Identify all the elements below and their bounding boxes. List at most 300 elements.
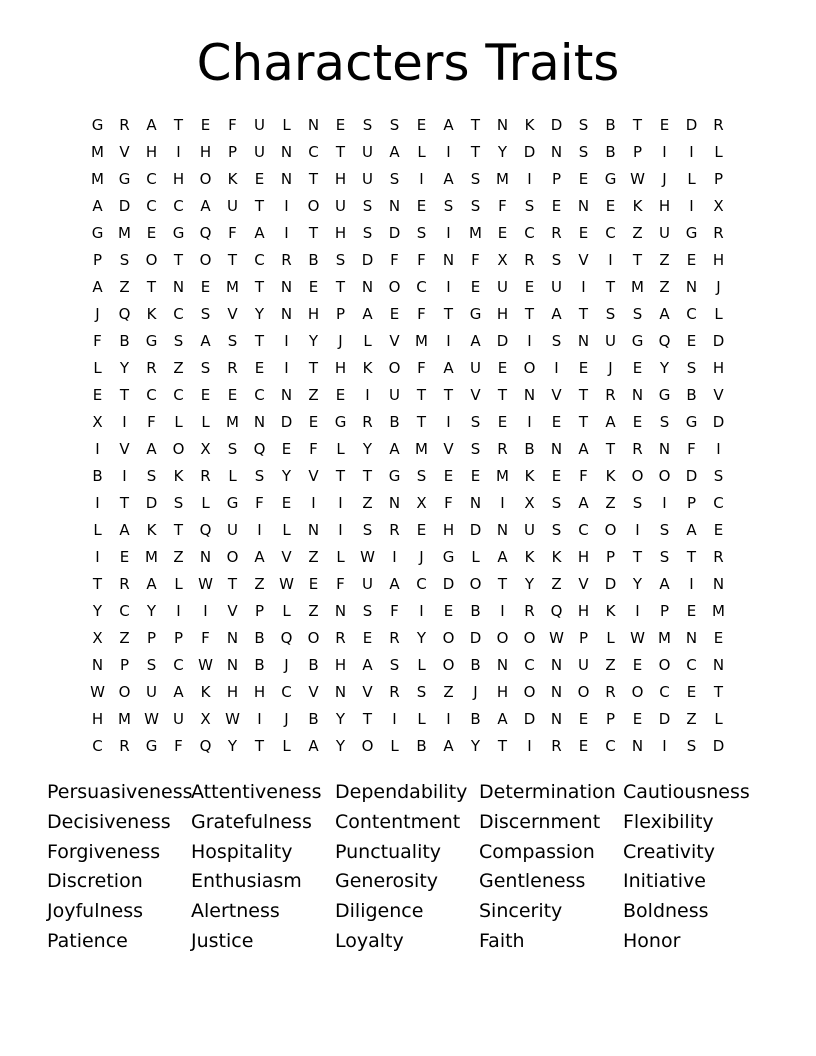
grid-letter[interactable]: Z [551,574,562,593]
grid-letter[interactable]: F [390,250,399,269]
grid-letter[interactable]: S [524,196,535,215]
grid-letter[interactable]: L [201,493,210,512]
grid-letter[interactable]: E [551,466,562,485]
grid-letter[interactable]: I [716,439,721,458]
grid-letter[interactable]: J [662,169,667,188]
grid-letter[interactable]: I [95,493,100,512]
grid-letter[interactable]: O [496,628,509,647]
grid-letter[interactable]: T [578,385,589,404]
grid-letter[interactable]: A [443,115,454,134]
grid-letter[interactable]: Z [686,709,697,728]
grid-letter[interactable]: Z [659,250,670,269]
grid-letter[interactable]: A [308,736,319,755]
grid-letter[interactable]: N [442,250,455,269]
grid-letter[interactable]: S [551,493,562,512]
grid-letter[interactable]: I [662,142,667,161]
grid-letter[interactable]: A [146,439,157,458]
grid-letter[interactable]: H [496,304,509,323]
grid-letter[interactable]: O [523,628,536,647]
grid-letter[interactable]: B [308,655,319,674]
grid-letter[interactable]: U [524,520,535,539]
grid-letter[interactable]: B [605,142,616,161]
grid-letter[interactable]: N [685,628,698,647]
grid-letter[interactable]: G [685,223,698,242]
grid-letter[interactable]: B [92,466,103,485]
grid-letter[interactable]: I [176,142,181,161]
grid-letter[interactable]: G [145,331,158,350]
grid-letter[interactable]: O [145,250,158,269]
grid-letter[interactable]: Z [605,493,616,512]
grid-letter[interactable]: Z [173,547,184,566]
grid-letter[interactable]: P [92,250,103,269]
grid-letter[interactable]: T [254,277,265,296]
grid-letter[interactable]: Z [308,547,319,566]
grid-letter[interactable]: N [172,277,185,296]
grid-letter[interactable]: K [605,466,616,485]
grid-letter[interactable]: R [335,628,346,647]
grid-letter[interactable]: E [497,412,508,431]
grid-letter[interactable]: Z [362,493,373,512]
grid-letter[interactable]: E [551,412,562,431]
grid-letter[interactable]: T [605,277,616,296]
grid-letter[interactable]: S [713,466,724,485]
grid-letter[interactable]: P [335,304,346,323]
grid-letter[interactable]: T [308,169,319,188]
grid-letter[interactable]: R [146,358,157,377]
grid-letter[interactable]: K [524,547,535,566]
grid-letter[interactable]: T [686,547,697,566]
grid-letter[interactable]: H [334,358,347,377]
grid-letter[interactable]: Y [416,628,427,647]
grid-letter[interactable]: S [659,412,670,431]
grid-letter[interactable]: Y [146,601,157,620]
grid-letter[interactable]: H [577,601,590,620]
grid-letter[interactable]: L [687,169,696,188]
grid-letter[interactable]: S [173,493,184,512]
grid-letter[interactable]: G [172,223,185,242]
grid-letter[interactable]: A [362,304,373,323]
grid-letter[interactable]: L [417,142,426,161]
grid-letter[interactable]: T [416,412,427,431]
grid-letter[interactable]: U [470,358,481,377]
grid-letter[interactable]: E [578,223,589,242]
grid-letter[interactable]: Y [497,142,508,161]
grid-letter[interactable]: D [469,520,482,539]
grid-letter[interactable]: I [689,142,694,161]
grid-letter[interactable]: M [712,601,725,620]
grid-letter[interactable]: E [713,520,724,539]
grid-letter[interactable]: S [254,466,265,485]
grid-letter[interactable]: N [307,115,320,134]
grid-letter[interactable]: D [550,115,563,134]
grid-letter[interactable]: M [226,412,239,431]
grid-letter[interactable]: L [336,547,345,566]
grid-letter[interactable]: R [524,250,535,269]
grid-letter[interactable]: I [257,520,262,539]
grid-letter[interactable]: X [524,493,535,512]
grid-letter[interactable]: Z [119,628,130,647]
grid-letter[interactable]: Y [254,304,265,323]
grid-letter[interactable]: A [443,358,454,377]
grid-letter[interactable]: V [389,331,400,350]
grid-letter[interactable]: L [93,358,102,377]
grid-letter[interactable]: T [362,709,373,728]
grid-letter[interactable]: T [443,304,454,323]
grid-letter[interactable]: D [280,412,293,431]
grid-letter[interactable]: F [201,628,210,647]
grid-letter[interactable]: C [254,250,265,269]
grid-letter[interactable]: L [471,547,480,566]
grid-letter[interactable]: Y [659,358,670,377]
grid-letter[interactable]: K [200,682,211,701]
grid-letter[interactable]: W [630,628,645,647]
grid-letter[interactable]: I [284,196,289,215]
grid-letter[interactable]: I [446,412,451,431]
grid-letter[interactable]: N [577,196,590,215]
grid-letter[interactable]: Y [632,574,643,593]
grid-letter[interactable]: K [524,466,535,485]
grid-letter[interactable]: K [362,358,373,377]
grid-letter[interactable]: G [118,169,131,188]
grid-letter[interactable]: I [284,331,289,350]
grid-letter[interactable]: D [712,331,725,350]
grid-letter[interactable]: P [713,169,724,188]
grid-letter[interactable]: P [119,655,130,674]
grid-letter[interactable]: S [659,547,670,566]
grid-letter[interactable]: Q [118,304,131,323]
grid-letter[interactable]: I [608,250,613,269]
grid-letter[interactable]: B [254,628,265,647]
grid-letter[interactable]: M [631,277,644,296]
grid-letter[interactable]: M [145,547,158,566]
grid-letter[interactable]: R [119,574,130,593]
grid-letter[interactable]: E [335,385,346,404]
grid-letter[interactable]: J [473,682,478,701]
grid-letter[interactable]: V [443,439,454,458]
grid-letter[interactable]: N [334,601,347,620]
grid-letter[interactable]: K [146,304,157,323]
grid-letter[interactable]: R [605,385,616,404]
grid-letter[interactable]: A [92,196,103,215]
grid-letter[interactable]: E [686,682,697,701]
grid-letter[interactable]: T [632,547,643,566]
grid-letter[interactable]: I [122,412,127,431]
grid-letter[interactable]: R [713,223,724,242]
grid-letter[interactable]: X [713,196,724,215]
grid-letter[interactable]: Z [443,682,454,701]
grid-letter[interactable]: E [200,385,211,404]
grid-letter[interactable]: V [362,682,373,701]
grid-letter[interactable]: I [635,520,640,539]
grid-letter[interactable]: R [524,601,535,620]
grid-letter[interactable]: F [390,601,399,620]
grid-letter[interactable]: T [443,385,454,404]
grid-letter[interactable]: E [713,628,724,647]
grid-letter[interactable]: I [527,736,532,755]
grid-letter[interactable]: B [416,736,427,755]
grid-letter[interactable]: C [605,223,616,242]
grid-letter[interactable]: O [226,547,239,566]
grid-letter[interactable]: I [176,601,181,620]
grid-letter[interactable]: H [712,358,725,377]
grid-letter[interactable]: N [334,682,347,701]
grid-letter[interactable]: T [497,574,508,593]
grid-letter[interactable]: T [416,385,427,404]
grid-letter[interactable]: C [254,385,265,404]
grid-letter[interactable]: D [523,142,536,161]
grid-letter[interactable]: D [604,574,617,593]
grid-letter[interactable]: Q [199,223,212,242]
grid-letter[interactable]: S [119,250,130,269]
grid-letter[interactable]: C [605,736,616,755]
grid-letter[interactable]: T [578,304,589,323]
grid-letter[interactable]: E [632,358,643,377]
grid-letter[interactable]: V [578,574,589,593]
grid-letter[interactable]: D [361,250,374,269]
grid-letter[interactable]: E [200,115,211,134]
grid-letter[interactable]: V [470,385,481,404]
grid-letter[interactable]: D [145,493,158,512]
grid-letter[interactable]: H [577,547,590,566]
grid-letter[interactable]: F [579,466,588,485]
grid-letter[interactable]: C [524,223,535,242]
grid-letter[interactable]: B [470,601,481,620]
grid-letter[interactable]: I [446,223,451,242]
grid-letter[interactable]: N [280,304,293,323]
grid-letter[interactable]: T [308,358,319,377]
grid-letter[interactable]: P [173,628,184,647]
grid-letter[interactable]: J [716,277,721,296]
grid-letter[interactable]: D [712,412,725,431]
grid-letter[interactable]: Y [308,331,319,350]
grid-letter[interactable]: E [497,223,508,242]
grid-letter[interactable]: I [446,142,451,161]
grid-letter[interactable]: S [659,520,670,539]
grid-letter[interactable]: S [146,655,157,674]
grid-letter[interactable]: I [95,439,100,458]
grid-letter[interactable]: H [307,304,320,323]
grid-letter[interactable]: M [415,439,428,458]
grid-letter[interactable]: N [550,709,563,728]
grid-letter[interactable]: O [523,358,536,377]
grid-letter[interactable]: F [228,223,237,242]
grid-letter[interactable]: H [172,169,185,188]
grid-letter[interactable]: I [419,601,424,620]
grid-letter[interactable]: D [469,628,482,647]
grid-letter[interactable]: O [658,466,671,485]
grid-letter[interactable]: W [198,655,213,674]
grid-letter[interactable]: E [686,331,697,350]
grid-letter[interactable]: R [227,358,238,377]
grid-letter[interactable]: T [497,736,508,755]
grid-letter[interactable]: E [254,169,265,188]
grid-letter[interactable]: B [308,709,319,728]
grid-letter[interactable]: X [200,709,211,728]
grid-letter[interactable]: T [632,250,643,269]
grid-letter[interactable]: S [389,169,400,188]
grid-letter[interactable]: E [308,277,319,296]
grid-letter[interactable]: Z [308,385,319,404]
grid-letter[interactable]: E [659,115,670,134]
grid-letter[interactable]: L [174,412,183,431]
grid-letter[interactable]: H [334,655,347,674]
grid-letter[interactable]: O [658,655,671,674]
grid-letter[interactable]: X [200,439,211,458]
grid-letter[interactable]: R [119,115,130,134]
grid-letter[interactable]: H [442,520,455,539]
grid-letter[interactable]: J [419,547,424,566]
grid-letter[interactable]: I [689,574,694,593]
grid-letter[interactable]: R [119,736,130,755]
grid-letter[interactable]: E [308,574,319,593]
grid-letter[interactable]: E [119,547,130,566]
grid-letter[interactable]: N [712,655,725,674]
grid-letter[interactable]: I [581,277,586,296]
grid-letter[interactable]: C [659,682,670,701]
grid-letter[interactable]: O [388,358,401,377]
grid-letter[interactable]: N [550,655,563,674]
grid-letter[interactable]: Z [173,358,184,377]
grid-letter[interactable]: Y [227,736,238,755]
grid-letter[interactable]: F [417,304,426,323]
grid-letter[interactable]: E [551,196,562,215]
grid-letter[interactable]: T [173,520,184,539]
grid-letter[interactable]: M [91,142,104,161]
grid-letter[interactable]: C [713,493,724,512]
grid-letter[interactable]: F [498,196,507,215]
grid-letter[interactable]: U [362,169,373,188]
grid-letter[interactable]: C [308,142,319,161]
grid-letter[interactable]: L [93,520,102,539]
grid-letter[interactable]: J [284,709,289,728]
grid-letter[interactable]: E [578,736,589,755]
grid-letter[interactable]: P [578,628,589,647]
grid-letter[interactable]: N [496,115,509,134]
grid-letter[interactable]: N [658,439,671,458]
grid-letter[interactable]: E [605,196,616,215]
grid-letter[interactable]: M [469,223,482,242]
grid-letter[interactable]: O [442,655,455,674]
grid-letter[interactable]: T [713,682,724,701]
grid-letter[interactable]: C [416,574,427,593]
grid-letter[interactable]: L [363,331,372,350]
grid-letter[interactable]: Z [308,601,319,620]
grid-letter[interactable]: I [554,358,559,377]
grid-letter[interactable]: C [146,385,157,404]
grid-letter[interactable]: L [390,736,399,755]
grid-letter[interactable]: S [362,196,373,215]
grid-letter[interactable]: A [389,142,400,161]
grid-letter[interactable]: E [632,709,643,728]
grid-letter[interactable]: C [281,682,292,701]
grid-letter[interactable]: E [254,358,265,377]
grid-letter[interactable]: A [659,304,670,323]
grid-letter[interactable]: F [309,439,318,458]
grid-letter[interactable]: W [549,628,564,647]
grid-letter[interactable]: Z [254,574,265,593]
grid-letter[interactable]: G [442,547,455,566]
grid-letter[interactable]: R [632,439,643,458]
grid-letter[interactable]: I [392,547,397,566]
grid-letter[interactable]: B [686,385,697,404]
grid-letter[interactable]: F [687,439,696,458]
grid-letter[interactable]: T [335,466,346,485]
grid-letter[interactable]: L [417,709,426,728]
grid-letter[interactable]: M [496,466,509,485]
grid-letter[interactable]: Z [632,223,643,242]
grid-letter[interactable]: T [335,277,346,296]
grid-letter[interactable]: F [174,736,183,755]
grid-letter[interactable]: A [578,493,589,512]
grid-letter[interactable]: P [605,547,616,566]
grid-letter[interactable]: Z [605,655,616,674]
grid-letter[interactable]: S [551,331,562,350]
grid-letter[interactable]: V [308,466,319,485]
grid-letter[interactable]: O [361,736,374,755]
grid-letter[interactable]: S [416,682,427,701]
grid-letter[interactable]: R [605,682,616,701]
grid-letter[interactable]: I [500,493,505,512]
grid-letter[interactable]: N [550,682,563,701]
grid-letter[interactable]: E [524,277,535,296]
grid-letter[interactable]: C [173,304,184,323]
grid-letter[interactable]: N [280,277,293,296]
grid-letter[interactable]: A [362,655,373,674]
grid-letter[interactable]: J [338,331,343,350]
grid-letter[interactable]: R [389,682,400,701]
grid-letter[interactable]: T [497,385,508,404]
grid-letter[interactable]: E [281,493,292,512]
grid-letter[interactable]: N [496,520,509,539]
grid-letter[interactable]: Q [253,439,266,458]
grid-letter[interactable]: I [446,331,451,350]
grid-letter[interactable]: T [119,493,130,512]
grid-letter[interactable]: S [416,223,427,242]
grid-letter[interactable]: T [470,142,481,161]
grid-letter[interactable]: W [198,574,213,593]
grid-letter[interactable]: O [199,250,212,269]
grid-letter[interactable]: S [605,304,616,323]
grid-letter[interactable]: F [336,574,345,593]
grid-letter[interactable]: E [335,115,346,134]
grid-letter[interactable]: D [388,223,401,242]
grid-letter[interactable]: H [334,223,347,242]
grid-letter[interactable]: Y [470,736,481,755]
grid-letter[interactable]: P [227,142,238,161]
grid-letter[interactable]: M [118,709,131,728]
grid-letter[interactable]: S [632,493,643,512]
grid-letter[interactable]: U [362,574,373,593]
grid-letter[interactable]: G [658,385,671,404]
grid-letter[interactable]: C [146,196,157,215]
grid-letter[interactable]: C [524,655,535,674]
grid-letter[interactable]: X [92,628,103,647]
grid-letter[interactable]: D [523,709,536,728]
grid-letter[interactable]: O [388,277,401,296]
grid-letter[interactable]: U [254,115,265,134]
grid-letter[interactable]: T [254,196,265,215]
grid-letter[interactable]: C [416,277,427,296]
grid-letter[interactable]: R [389,520,400,539]
grid-letter[interactable]: R [713,547,724,566]
grid-letter[interactable]: E [578,169,589,188]
grid-letter[interactable]: M [415,331,428,350]
grid-letter[interactable]: N [91,655,104,674]
grid-letter[interactable]: L [606,628,615,647]
grid-letter[interactable]: S [200,358,211,377]
grid-letter[interactable]: A [389,574,400,593]
grid-letter[interactable]: O [577,682,590,701]
